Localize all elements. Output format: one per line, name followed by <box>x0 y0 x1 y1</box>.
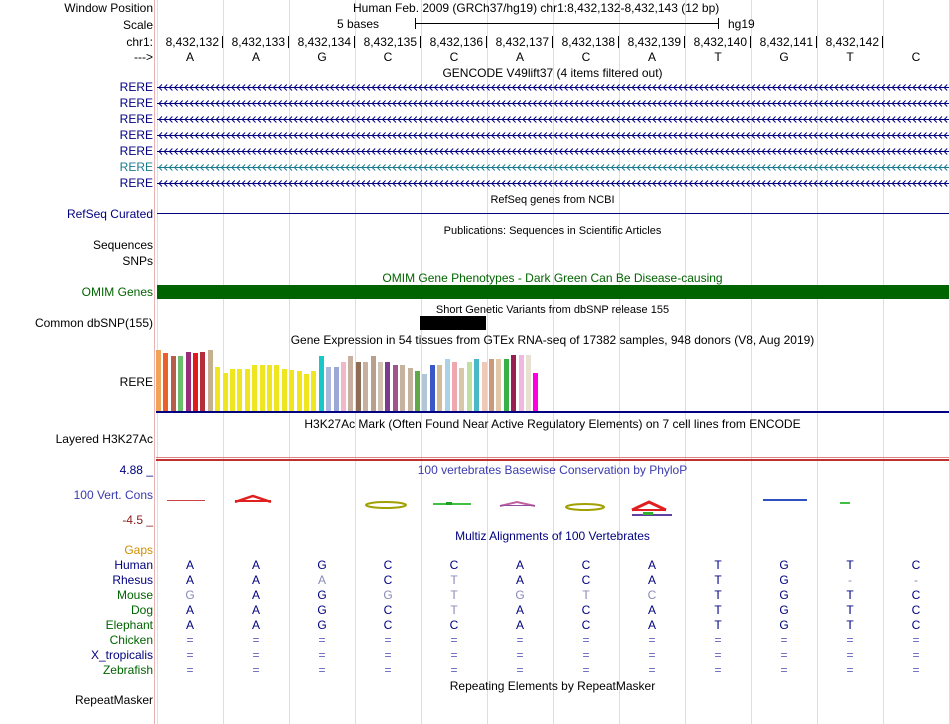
multiz-base: C <box>911 558 921 572</box>
multiz-base: T <box>846 558 854 572</box>
gtex-bar[interactable] <box>282 369 287 412</box>
multiz-species-label[interactable]: Zebrafish <box>102 663 153 677</box>
ruler-base: C <box>449 50 459 64</box>
gtex-bar[interactable] <box>311 371 316 412</box>
gtex-bar[interactable] <box>156 350 161 412</box>
gtex-bar[interactable] <box>274 365 279 412</box>
publications-label-line2[interactable]: SNPs <box>122 254 153 268</box>
gtex-bar[interactable] <box>297 371 302 412</box>
gtex-bar[interactable] <box>371 356 376 412</box>
multiz-base: G <box>185 588 195 602</box>
gtex-bar[interactable] <box>334 367 339 412</box>
label-separator <box>154 0 155 724</box>
dbsnp-variant-block[interactable] <box>420 316 486 330</box>
multiz-base: A <box>515 618 524 632</box>
multiz-base: = <box>318 633 326 647</box>
multiz-species-label[interactable]: X_tropicalis <box>90 648 153 662</box>
multiz-base: = <box>384 648 392 662</box>
h3k27ac-signal-line-2 <box>156 459 949 461</box>
repeatmasker-track-title[interactable]: Repeating Elements by RepeatMasker <box>449 679 656 693</box>
multiz-gaps-label[interactable]: Gaps <box>124 543 153 557</box>
ruler-tick <box>618 36 619 48</box>
scale-label: Scale <box>122 18 153 32</box>
gtex-bar[interactable] <box>504 359 509 412</box>
multiz-base: = <box>912 648 920 662</box>
ruler-base: C <box>911 50 921 64</box>
gtex-bar[interactable] <box>341 362 346 412</box>
scale-bar-right-tick <box>718 18 719 29</box>
ruler-base: A <box>515 50 524 64</box>
multiz-base: T <box>846 588 854 602</box>
gtex-bar[interactable] <box>163 353 168 412</box>
gtex-bar[interactable] <box>437 365 442 412</box>
ruler-tick <box>816 36 817 48</box>
gtex-bar[interactable] <box>193 353 198 412</box>
multiz-base: T <box>714 618 722 632</box>
gtex-bar[interactable] <box>245 369 250 412</box>
phylop-base-1 <box>167 500 205 501</box>
gtex-bar[interactable] <box>489 359 494 412</box>
multiz-base: A <box>317 573 326 587</box>
multiz-base: = <box>252 648 260 662</box>
multiz-base: A <box>515 573 524 587</box>
multiz-base: = <box>384 633 392 647</box>
gtex-bar[interactable] <box>267 365 272 412</box>
gencode-item-feature[interactable] <box>157 146 949 157</box>
multiz-base: G <box>779 618 789 632</box>
ruler-tick <box>882 36 883 48</box>
multiz-base: C <box>383 603 393 617</box>
multiz-base: T <box>450 588 458 602</box>
gencode-item-label[interactable]: RERE <box>119 176 153 190</box>
multiz-base: T <box>450 603 458 617</box>
omim-track-label[interactable]: OMIM Genes <box>81 285 153 299</box>
multiz-base: = <box>516 663 524 677</box>
multiz-base: G <box>317 618 327 632</box>
ruler-base: T <box>714 50 722 64</box>
multiz-base: = <box>780 633 788 647</box>
multiz-base: C <box>449 618 459 632</box>
omim-gene-bar[interactable] <box>157 285 949 299</box>
scale-bar <box>415 23 718 24</box>
gtex-bar[interactable] <box>400 365 405 412</box>
gtex-bar[interactable] <box>467 362 472 412</box>
ruler-base: A <box>251 50 260 64</box>
multiz-base: = <box>450 663 458 677</box>
multiz-species-label[interactable]: Human <box>114 558 153 572</box>
phylop-track-title[interactable]: 100 vertebrates Basewise Conservation by PhyloP <box>417 463 688 477</box>
multiz-base: T <box>714 603 722 617</box>
gtex-bar[interactable] <box>533 373 538 412</box>
ruler-position: 8,432,139 <box>627 35 681 49</box>
multiz-species-label[interactable]: Elephant <box>105 618 153 632</box>
multiz-base: = <box>384 663 392 677</box>
gtex-bar[interactable] <box>356 362 361 412</box>
phylop-logo <box>155 490 950 522</box>
h3k27ac-signal-line-1 <box>156 457 949 458</box>
multiz-base: C <box>911 618 921 632</box>
gtex-bar[interactable] <box>200 352 205 412</box>
gtex-bar[interactable] <box>186 352 191 412</box>
h3k27ac-track-title[interactable]: H3K27Ac Mark (Often Found Near Active Regulatory Elements) on 7 cell lines from ENCODE <box>304 417 801 431</box>
multiz-base: = <box>582 633 590 647</box>
gtex-bar[interactable] <box>348 356 353 412</box>
multiz-base: T <box>846 618 854 632</box>
multiz-base: = <box>450 648 458 662</box>
multiz-base: = <box>846 663 854 677</box>
ruler-position: 8,432,132 <box>165 35 219 49</box>
multiz-base: A <box>647 573 656 587</box>
gtex-bar[interactable] <box>171 356 176 412</box>
multiz-base: C <box>911 603 921 617</box>
scale-value: 5 bases <box>337 17 380 31</box>
gtex-bar[interactable] <box>378 362 383 412</box>
multiz-base: = <box>582 648 590 662</box>
phylop-track-label[interactable]: 100 Vert. Cons <box>73 488 153 502</box>
strand-label[interactable]: ---> <box>134 50 153 64</box>
ruler-position: 8,432,142 <box>825 35 879 49</box>
publications-label-line1[interactable]: Sequences <box>92 238 153 252</box>
gtex-track-label[interactable]: RERE <box>119 375 153 389</box>
phylop-base-11 <box>840 502 850 504</box>
phylop-base-5 <box>433 502 471 505</box>
multiz-base: - <box>914 573 918 587</box>
ruler-tick <box>750 36 751 48</box>
multiz-base: A <box>185 618 194 632</box>
multiz-base: C <box>581 558 591 572</box>
ruler-base: C <box>383 50 393 64</box>
gtex-bar[interactable] <box>452 362 457 412</box>
gtex-bar[interactable] <box>393 365 398 412</box>
multiz-base: C <box>581 573 591 587</box>
multiz-base: G <box>317 603 327 617</box>
multiz-species-label[interactable]: Mouse <box>116 588 153 602</box>
ruler-base: C <box>581 50 591 64</box>
multiz-base: G <box>515 588 525 602</box>
multiz-species-label[interactable]: Rhesus <box>112 573 153 587</box>
ruler-tick <box>420 36 421 48</box>
gtex-bar[interactable] <box>422 374 427 412</box>
gtex-bar[interactable] <box>496 359 501 412</box>
multiz-base: G <box>317 588 327 602</box>
multiz-base: = <box>846 633 854 647</box>
multiz-base: A <box>515 603 524 617</box>
multiz-base: A <box>515 558 524 572</box>
gtex-bar[interactable] <box>363 362 368 412</box>
refseq-track-title[interactable]: RefSeq genes from NCBI <box>490 194 615 206</box>
gencode-item-feature[interactable] <box>157 130 949 141</box>
multiz-base: C <box>581 603 591 617</box>
gtex-bar[interactable] <box>408 368 413 412</box>
multiz-base: A <box>251 603 260 617</box>
multiz-base: A <box>251 573 260 587</box>
gtex-bar[interactable] <box>445 359 450 412</box>
gencode-item-label[interactable]: RERE <box>119 112 153 126</box>
multiz-base: = <box>186 663 194 677</box>
omim-track-title[interactable]: OMIM Gene Phenotypes - Dark Green Can Be Disease-causing <box>382 271 723 285</box>
multiz-base: C <box>449 558 459 572</box>
ruler-position: 8,432,141 <box>759 35 813 49</box>
gencode-item-label[interactable]: RERE <box>119 144 153 158</box>
gencode-item-feature[interactable] <box>157 114 949 125</box>
multiz-base: = <box>648 633 656 647</box>
gtex-bar[interactable] <box>208 350 213 412</box>
multiz-base: = <box>318 648 326 662</box>
multiz-base: = <box>318 663 326 677</box>
h3k27ac-track-label[interactable]: Layered H3K27Ac <box>55 432 153 446</box>
phylop-base-7 <box>566 504 604 510</box>
multiz-base: A <box>251 588 260 602</box>
ruler-tick <box>288 36 289 48</box>
gencode-item-label[interactable]: RERE <box>119 128 153 142</box>
multiz-base: = <box>714 633 722 647</box>
multiz-base: = <box>648 648 656 662</box>
scale-bar-left-tick <box>415 18 416 29</box>
multiz-base: T <box>714 558 722 572</box>
multiz-base: = <box>186 648 194 662</box>
ruler-position: 8,432,135 <box>363 35 417 49</box>
gtex-baseline <box>156 411 949 413</box>
gtex-bar[interactable] <box>415 371 420 412</box>
window-position-title[interactable]: Human Feb. 2009 (GRCh37/hg19) chr1:8,432,132-8,432,143 (12 bp) <box>353 1 720 15</box>
phylop-base-2 <box>235 496 271 502</box>
phylop-base-8 <box>632 502 672 516</box>
window-position-label: Window Position <box>64 1 153 15</box>
multiz-base: G <box>779 573 789 587</box>
ruler-base: A <box>647 50 656 64</box>
gtex-bar[interactable] <box>385 362 390 412</box>
multiz-base: A <box>647 618 656 632</box>
multiz-base: = <box>648 663 656 677</box>
gtex-bar[interactable] <box>319 356 324 412</box>
multiz-base: = <box>912 663 920 677</box>
ruler-position: 8,432,134 <box>297 35 351 49</box>
multiz-base: = <box>912 633 920 647</box>
gencode-item-feature[interactable] <box>157 98 949 109</box>
gtex-bar[interactable] <box>474 359 479 412</box>
ruler-tick <box>486 36 487 48</box>
multiz-base: = <box>252 633 260 647</box>
ruler-base: T <box>846 50 854 64</box>
multiz-base: C <box>383 573 393 587</box>
gtex-bar[interactable] <box>304 374 309 412</box>
gencode-item-label[interactable]: RERE <box>119 96 153 110</box>
repeatmasker-track-label[interactable]: RepeatMasker <box>74 693 153 707</box>
gtex-bar[interactable] <box>430 365 435 412</box>
multiz-base: = <box>714 648 722 662</box>
gtex-bar[interactable] <box>260 365 265 412</box>
ruler-tick <box>552 36 553 48</box>
multiz-base: = <box>252 663 260 677</box>
multiz-base: - <box>848 573 852 587</box>
multiz-base: C <box>383 618 393 632</box>
gencode-item-feature[interactable] <box>157 162 949 173</box>
multiz-base: A <box>185 558 194 572</box>
ruler-position: 8,432,136 <box>429 35 483 49</box>
refseq-track-label[interactable]: RefSeq Curated <box>66 207 153 221</box>
gtex-bar[interactable] <box>326 367 331 412</box>
phylop-base-6 <box>500 502 535 506</box>
multiz-base: T <box>714 573 722 587</box>
ruler-position: 8,432,133 <box>231 35 285 49</box>
multiz-base: = <box>582 663 590 677</box>
multiz-species-label[interactable]: Dog <box>130 603 153 617</box>
chromosome-label: chr1: <box>126 35 153 49</box>
multiz-base: T <box>450 573 458 587</box>
multiz-base: G <box>383 588 393 602</box>
gtex-bar[interactable] <box>215 367 220 412</box>
gtex-bar[interactable] <box>459 368 464 412</box>
multiz-base: = <box>450 633 458 647</box>
ruler-base: G <box>779 50 789 64</box>
multiz-base: = <box>780 648 788 662</box>
multiz-base: A <box>251 618 260 632</box>
phylop-base-4 <box>366 502 406 508</box>
gencode-item-label[interactable]: RERE <box>119 80 153 94</box>
multiz-base: = <box>780 663 788 677</box>
multiz-base: = <box>846 648 854 662</box>
ruler-base: G <box>317 50 327 64</box>
ruler-base: A <box>185 50 194 64</box>
ruler-position: 8,432,137 <box>495 35 549 49</box>
refseq-gene-line[interactable] <box>157 213 949 214</box>
multiz-base: C <box>647 588 657 602</box>
multiz-base: C <box>911 588 921 602</box>
gtex-bar[interactable] <box>230 369 235 412</box>
multiz-base: G <box>779 588 789 602</box>
gtex-track-title[interactable]: Gene Expression in 54 tissues from GTEx RNA-seq of 17382 samples, 948 donors (V8, Aug 2019) <box>290 333 815 347</box>
phylop-min-label: -4.5 _ <box>122 513 153 527</box>
gtex-bar[interactable] <box>519 355 524 412</box>
multiz-base: A <box>647 558 656 572</box>
multiz-base: A <box>251 558 260 572</box>
ruler-tick <box>222 36 223 48</box>
gtex-bar[interactable] <box>526 355 531 412</box>
multiz-track-title[interactable]: Multiz Alignments of 100 Vertebrates <box>455 529 650 543</box>
phylop-base-10 <box>763 499 807 501</box>
multiz-base: T <box>582 588 590 602</box>
multiz-species-label[interactable]: Chicken <box>109 633 153 647</box>
multiz-base: A <box>185 603 194 617</box>
ruler-tick <box>354 36 355 48</box>
multiz-base: G <box>779 558 789 572</box>
gtex-bar[interactable] <box>237 369 242 412</box>
publications-track-title[interactable]: Publications: Sequences in Scientific Articles <box>443 225 662 237</box>
multiz-base: G <box>317 558 327 572</box>
ruler-position: 8,432,140 <box>693 35 747 49</box>
multiz-base: C <box>581 618 591 632</box>
gtex-bar[interactable] <box>223 373 228 412</box>
multiz-base: G <box>779 603 789 617</box>
ruler-tick <box>684 36 685 48</box>
multiz-base: C <box>383 558 393 572</box>
multiz-base: A <box>185 573 194 587</box>
phylop-max-label: 4.88 _ <box>119 463 153 477</box>
gtex-bar[interactable] <box>289 370 294 412</box>
assembly-label: hg19 <box>728 17 755 31</box>
gencode-track-title[interactable]: GENCODE V49lift37 (4 items filtered out) <box>442 66 663 80</box>
gtex-bar[interactable] <box>511 355 516 412</box>
gtex-bar[interactable] <box>482 362 487 412</box>
multiz-base: T <box>846 603 854 617</box>
multiz-base: = <box>714 663 722 677</box>
gencode-item-feature[interactable] <box>157 178 949 189</box>
dbsnp-track-title[interactable]: Short Genetic Variants from dbSNP release 155 <box>435 304 670 316</box>
gtex-bar[interactable] <box>178 356 183 412</box>
gencode-item-feature[interactable] <box>157 82 949 93</box>
multiz-base: = <box>516 648 524 662</box>
multiz-base: = <box>516 633 524 647</box>
ruler-position: 8,432,138 <box>561 35 615 49</box>
multiz-base: A <box>647 603 656 617</box>
gtex-bars <box>156 350 556 412</box>
gencode-item-label[interactable]: RERE <box>119 160 153 174</box>
gtex-bar[interactable] <box>252 365 257 412</box>
multiz-base: = <box>186 633 194 647</box>
dbsnp-track-label[interactable]: Common dbSNP(155) <box>34 316 153 330</box>
multiz-base: T <box>714 588 722 602</box>
